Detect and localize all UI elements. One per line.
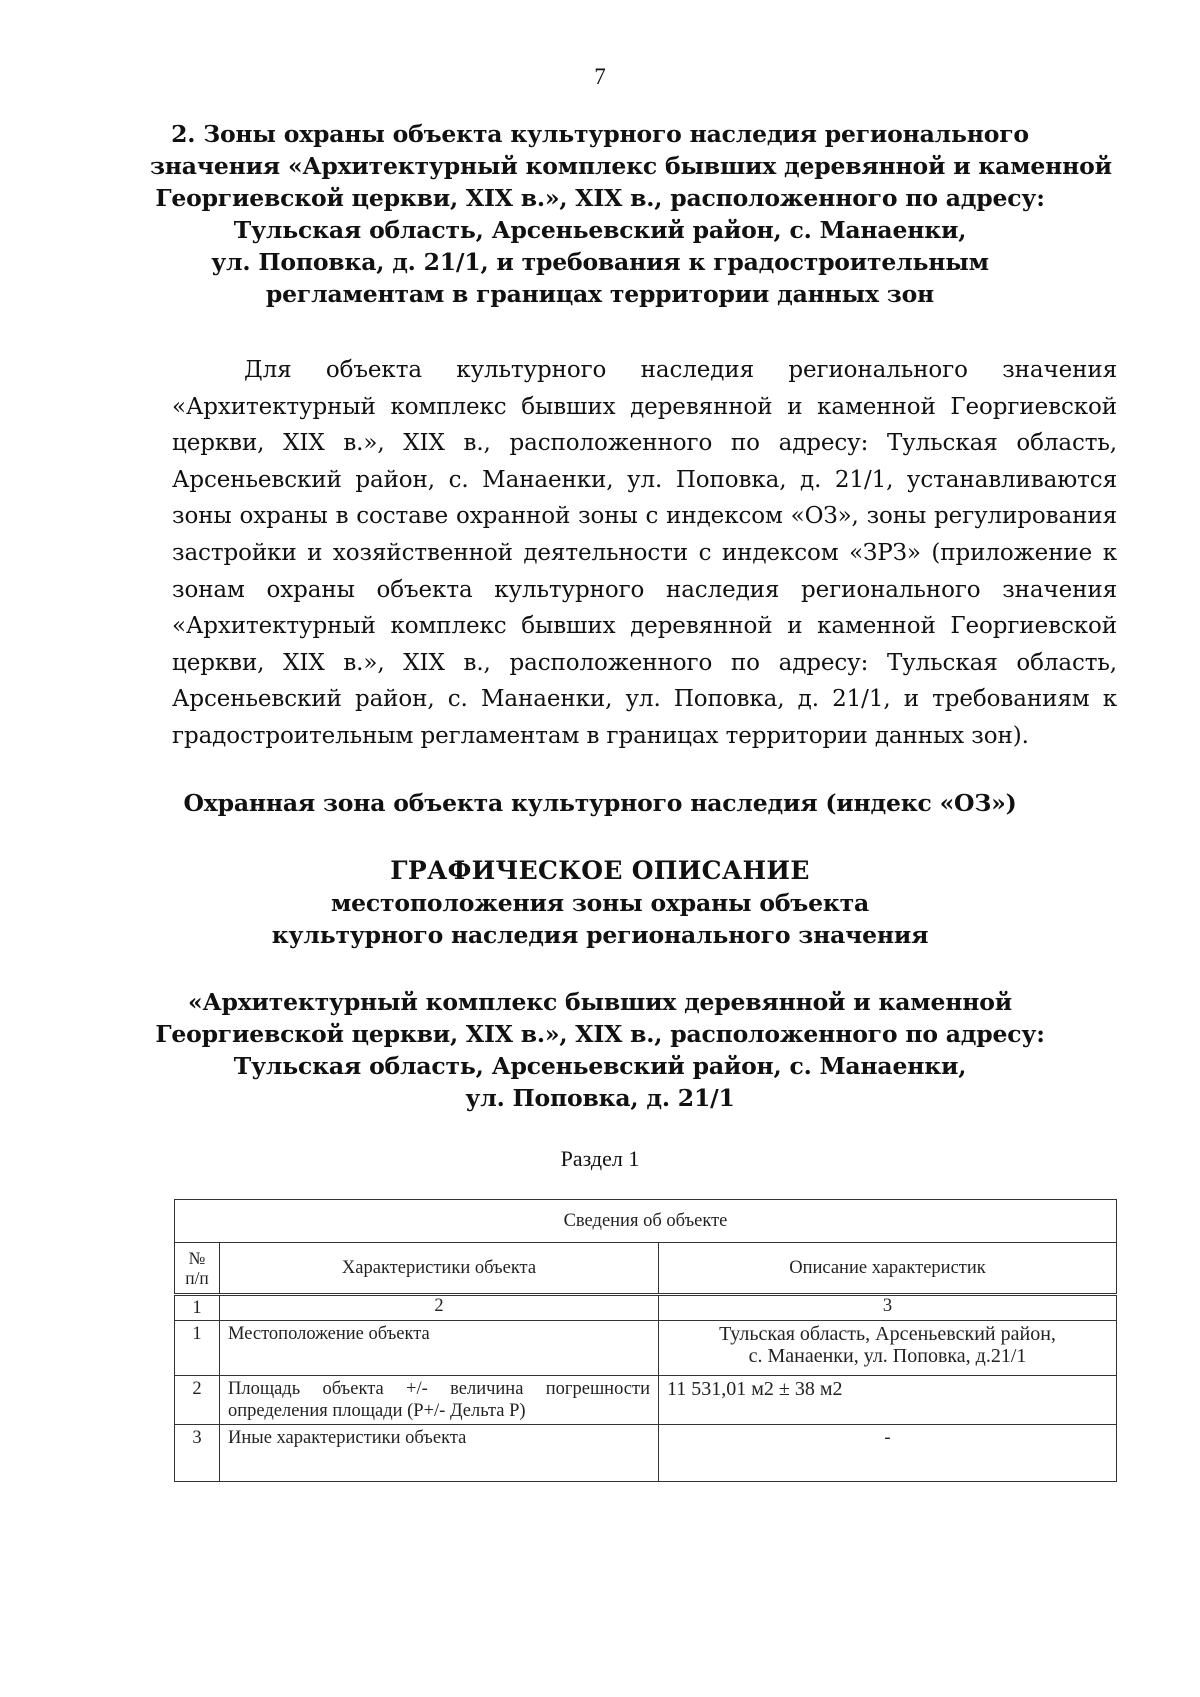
row-num: 3 <box>175 1425 220 1482</box>
section-heading-line: значения «Архитектурный комплекс бывших деревянной и каменной <box>150 152 1112 180</box>
section-heading <box>150 118 1112 310</box>
row-description-line: с. Манаенки, ул. Поповка, д.21/1 <box>748 1345 1027 1367</box>
table-caption-row <box>175 1200 1117 1243</box>
index-cell: 3 <box>659 1295 1117 1321</box>
graphic-description-title: ГРАФИЧЕСКОЕ ОПИСАНИЕ <box>390 856 810 885</box>
zone-title <box>150 787 1050 819</box>
section-heading-line: Тульская область, Арсеньевский район, с. Манаенки, <box>233 216 967 244</box>
row-characteristic-line: определения площади (Р+/- Дельта Р) <box>228 1401 526 1421</box>
object-info-table <box>174 1199 1117 1482</box>
body-paragraph: Для объекта культурного наследия регионального значения «Архитектурный комплекс бывших деревянной и каменной Георгиевской церкви, XIX в.», XIX в., расположенного по адресу: Тульская область, Арсеньевский район, с. Манаенки, ул. Поповка, д. 21/1, устанавливаются зоны охраны в составе охранной зоны с индексом «ОЗ», зоны регулирования застройки и хозяйственной деятельности с индексом «ЗРЗ» (приложение к зонам охраны объекта культурного наследия регионального значения «Архитектурный комплекс бывших деревянной и каменной Георгиевской церкви, XIX в.», XIX в., расположенного по адресу: Тульская область, Арсеньевский район, с. Манаенки, ул. Поповка, д. 21/1, и требованиям к градостроительным регламентам в границах территории данных зон). <box>172 357 1117 749</box>
row-characteristic: Местоположение объекта <box>220 1321 659 1376</box>
row-num: 2 <box>175 1376 220 1425</box>
row-description-line: Тульская область, Арсеньевский район, <box>719 1323 1056 1345</box>
row-characteristic-line: Площадь объекта +/- величина погрешности <box>228 1379 650 1399</box>
graphic-description-heading <box>150 855 1050 951</box>
section-heading-line: ул. Поповка, д. 21/1, и требования к градостроительным <box>211 248 989 276</box>
index-cell: 1 <box>175 1295 220 1321</box>
row-num: 1 <box>175 1321 220 1376</box>
graphic-description-subtitle: местоположения зоны охраны объекта <box>330 889 870 917</box>
header-num <box>175 1243 220 1295</box>
table-index-row <box>175 1295 1117 1321</box>
table-row <box>175 1425 1117 1482</box>
header-description: Описание характеристик <box>659 1243 1117 1295</box>
section-heading-line: Георгиевской церкви, XIX в.», XIX в., расположенного по адресу: <box>155 184 1045 212</box>
row-description: 11 531,01 м2 ± 38 м2 <box>659 1376 1117 1425</box>
object-title-line: Георгиевской церкви, XIX в.», XIX в., расположенного по адресу: <box>155 1020 1045 1048</box>
index-cell: 2 <box>220 1295 659 1321</box>
header-num-line: п/п <box>185 1268 209 1288</box>
table-header-row <box>175 1243 1117 1295</box>
section-heading-line: регламентам в границах территории данных зон <box>265 280 935 308</box>
table-caption: Сведения об объекте <box>175 1200 1117 1243</box>
object-title <box>150 986 1050 1114</box>
header-characteristics: Характеристики объекта <box>220 1243 659 1295</box>
section-heading-line: 2. Зоны охраны объекта культурного наследия регионального <box>171 120 1029 148</box>
zone-title-text: Охранная зона объекта культурного наследия (индекс «ОЗ») <box>183 789 1017 817</box>
table-row <box>175 1376 1117 1425</box>
object-title-line: ул. Поповка, д. 21/1 <box>465 1084 735 1112</box>
header-num-line: № <box>188 1248 206 1268</box>
object-title-line: «Архитектурный комплекс бывших деревянной и каменной <box>188 988 1012 1016</box>
row-characteristic <box>220 1376 659 1425</box>
page-number: 7 <box>594 64 606 89</box>
row-characteristic: Иные характеристики объекта <box>220 1425 659 1482</box>
row-description: - <box>659 1425 1117 1482</box>
table-row <box>175 1321 1117 1376</box>
graphic-description-subtitle: культурного наследия регионального значения <box>271 921 929 949</box>
row-description <box>659 1321 1117 1376</box>
object-title-line: Тульская область, Арсеньевский район, с. Манаенки, <box>233 1052 967 1080</box>
section-label: Раздел 1 <box>560 1146 640 1171</box>
